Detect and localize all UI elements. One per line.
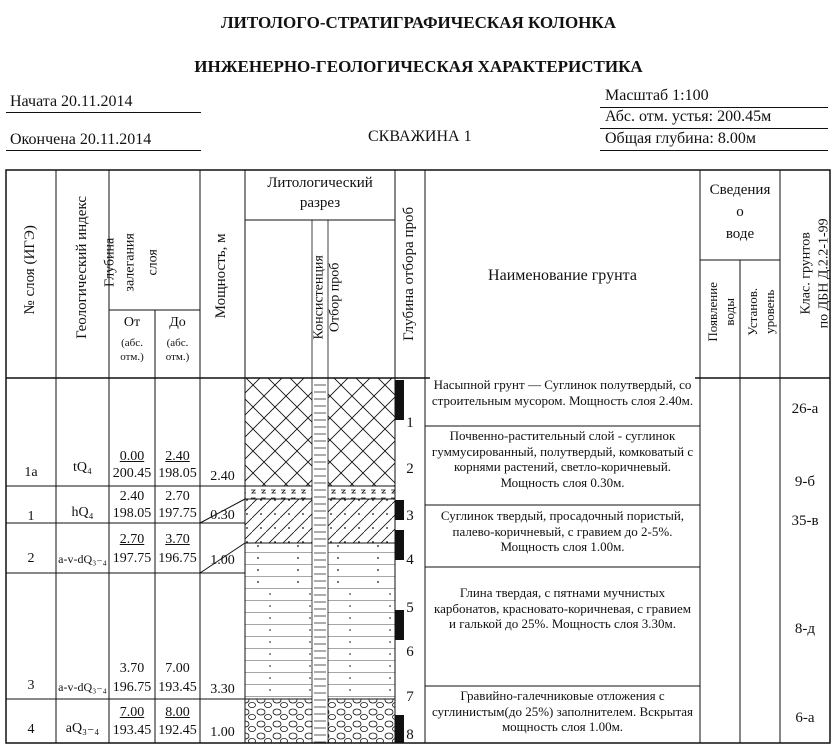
sample-number: 7 <box>406 689 414 705</box>
soil-description: Суглинок твердый, просадочный пористый, палево-коричневый, с гравием до 2-5%. Мощность слоя 1.00м. <box>430 508 695 555</box>
layer-no: 1а <box>24 465 38 480</box>
header-water-1: Сведения <box>709 182 771 198</box>
header-to-abs1: (абс. <box>166 337 189 349</box>
well-title: СКВАЖИНА 1 <box>368 128 472 145</box>
layer-to-abs: 193.45 <box>158 680 197 695</box>
layer-from: 0.00 <box>119 449 145 464</box>
layer-thickness: 1.00 <box>210 553 235 568</box>
layer-no: 2 <box>27 551 35 566</box>
soil-class: 8-д <box>794 621 816 637</box>
header-soil-name: Наименование грунта <box>488 267 637 284</box>
layer-from: 2.70 <box>119 532 145 547</box>
soil-description: Глина твердая, с пятнами мучнистых карбонатов, красновато-коричневая, с гравием и галькой до 25%. Мощность слоя 3.30м. <box>430 585 695 632</box>
header-class-2: по ДБН Д.2.2-1-99 <box>816 218 832 329</box>
layer-thickness: 3.30 <box>210 682 235 697</box>
layer-to: 2.70 <box>165 489 190 504</box>
layer-to: 7.00 <box>165 661 190 676</box>
header-layer-no: № слоя (ИГЭ) <box>22 225 39 315</box>
header-water-3: воде <box>725 226 755 242</box>
layer-no: 4 <box>27 722 35 737</box>
sample-number: 3 <box>406 508 414 524</box>
header-lith-1: Литологический <box>267 175 373 191</box>
soil-class: 35-в <box>791 513 819 529</box>
layer-to-abs: 197.75 <box>158 506 197 521</box>
sample-number: 1 <box>406 415 414 431</box>
abs-mark-label: Абс. отм. устья: 200.45м <box>605 108 772 125</box>
header-depth-2: залегания <box>122 233 138 292</box>
soil-class: 6-а <box>795 710 815 726</box>
header-from-abs1: (абс. <box>121 337 143 349</box>
page-title: ЛИТОЛОГО-СТРАТИГРАФИЧЕСКАЯ КОЛОНКА <box>221 13 616 32</box>
soil-class: 26-а <box>791 401 819 417</box>
soil-description: Гравийно-галечниковые отложения с суглинистым(до 25%) заполнителем. Вскрытая мощность слоя 1.00м. <box>428 688 697 735</box>
total-depth-label: Общая глубина: 8.00м <box>605 130 756 147</box>
layer-index: a-v-dQ₃₋₄ <box>58 552 107 566</box>
layer-to: 3.70 <box>165 532 190 547</box>
header-water-set-2: уровень <box>762 289 778 334</box>
layer-from-abs: 200.45 <box>112 466 152 481</box>
layer-from-abs: 198.05 <box>112 506 152 521</box>
layer-thickness: 2.40 <box>210 469 235 484</box>
layer-from-abs: 196.75 <box>112 680 152 695</box>
header-sample-depth: Глубина отбора проб <box>401 206 418 341</box>
sample-number: 6 <box>406 644 414 660</box>
layer-index: tQ₄ <box>73 460 92 475</box>
layer-no: 3 <box>27 678 35 693</box>
layer-from-abs: 197.75 <box>112 551 152 566</box>
header-lith-2: разрез <box>299 195 341 211</box>
layer-to-abs: 192.45 <box>158 723 197 738</box>
layer-from: 7.00 <box>119 705 145 720</box>
header-geo-index: Геологический индекс <box>74 195 91 339</box>
scale-label: Масштаб 1:100 <box>605 87 709 104</box>
header-water-2: о <box>736 204 744 220</box>
page-subtitle: ИНЖЕНЕРНО-ГЕОЛОГИЧЕСКАЯ ХАРАКТЕРИСТИКА <box>194 57 643 76</box>
soil-description: Почвенно-растительный слой - суглинок гуммусированный, полутвердый, комковатый с корнями растений, светло-коричневый. Мощность слоя 0.30м. <box>426 428 699 490</box>
sample-number: 4 <box>406 552 414 568</box>
layer-to: 2.40 <box>165 449 190 464</box>
header-depth-3: слоя <box>145 249 161 276</box>
sample-number: 8 <box>406 727 414 743</box>
layer-from: 3.70 <box>119 661 145 676</box>
soil-description: Насыпной грунт — Суглинок полутвердый, со строительным мусором. Мощность слоя 2.40м. <box>431 377 694 408</box>
layer-to-abs: 196.75 <box>158 551 197 566</box>
layer-index: a-v-dQ₃₋₄ <box>58 680 107 694</box>
layer-to: 8.00 <box>165 705 190 720</box>
header-thickness: Мощность, м <box>213 233 230 319</box>
start-date: Начата 20.11.2014 <box>10 93 133 110</box>
header-from-abs2: отм.) <box>120 351 144 363</box>
layer-thickness: 1.00 <box>210 725 235 740</box>
header-from: От <box>123 315 141 330</box>
layer-index: aQ₃₋₄ <box>65 721 100 736</box>
layer-to-abs: 198.05 <box>158 466 197 481</box>
layer-no: 1 <box>27 509 35 524</box>
header-to: До <box>169 315 186 330</box>
header-water-appear-2: воды <box>722 298 738 326</box>
header-to-abs2: отм.) <box>165 351 190 363</box>
layer-from-abs: 193.45 <box>112 723 152 738</box>
header-class-1: Клас. грунтов <box>798 232 814 315</box>
header-water-appear-1: Появление <box>705 282 721 342</box>
layer-index: hQ₄ <box>71 505 94 520</box>
header-sampling: Отбор проб <box>327 262 343 333</box>
header-consistency: Консистенция <box>311 255 327 340</box>
header-water-set-1: Установ. <box>745 287 761 336</box>
layer-thickness: 0.30 <box>210 508 235 523</box>
soil-class: 9-б <box>794 474 816 490</box>
sample-number: 5 <box>406 600 414 616</box>
layer-from: 2.40 <box>119 489 145 504</box>
sample-number: 2 <box>406 461 414 477</box>
finish-date: Окончена 20.11.2014 <box>10 131 152 148</box>
header-depth-1: Глубина <box>102 237 118 287</box>
